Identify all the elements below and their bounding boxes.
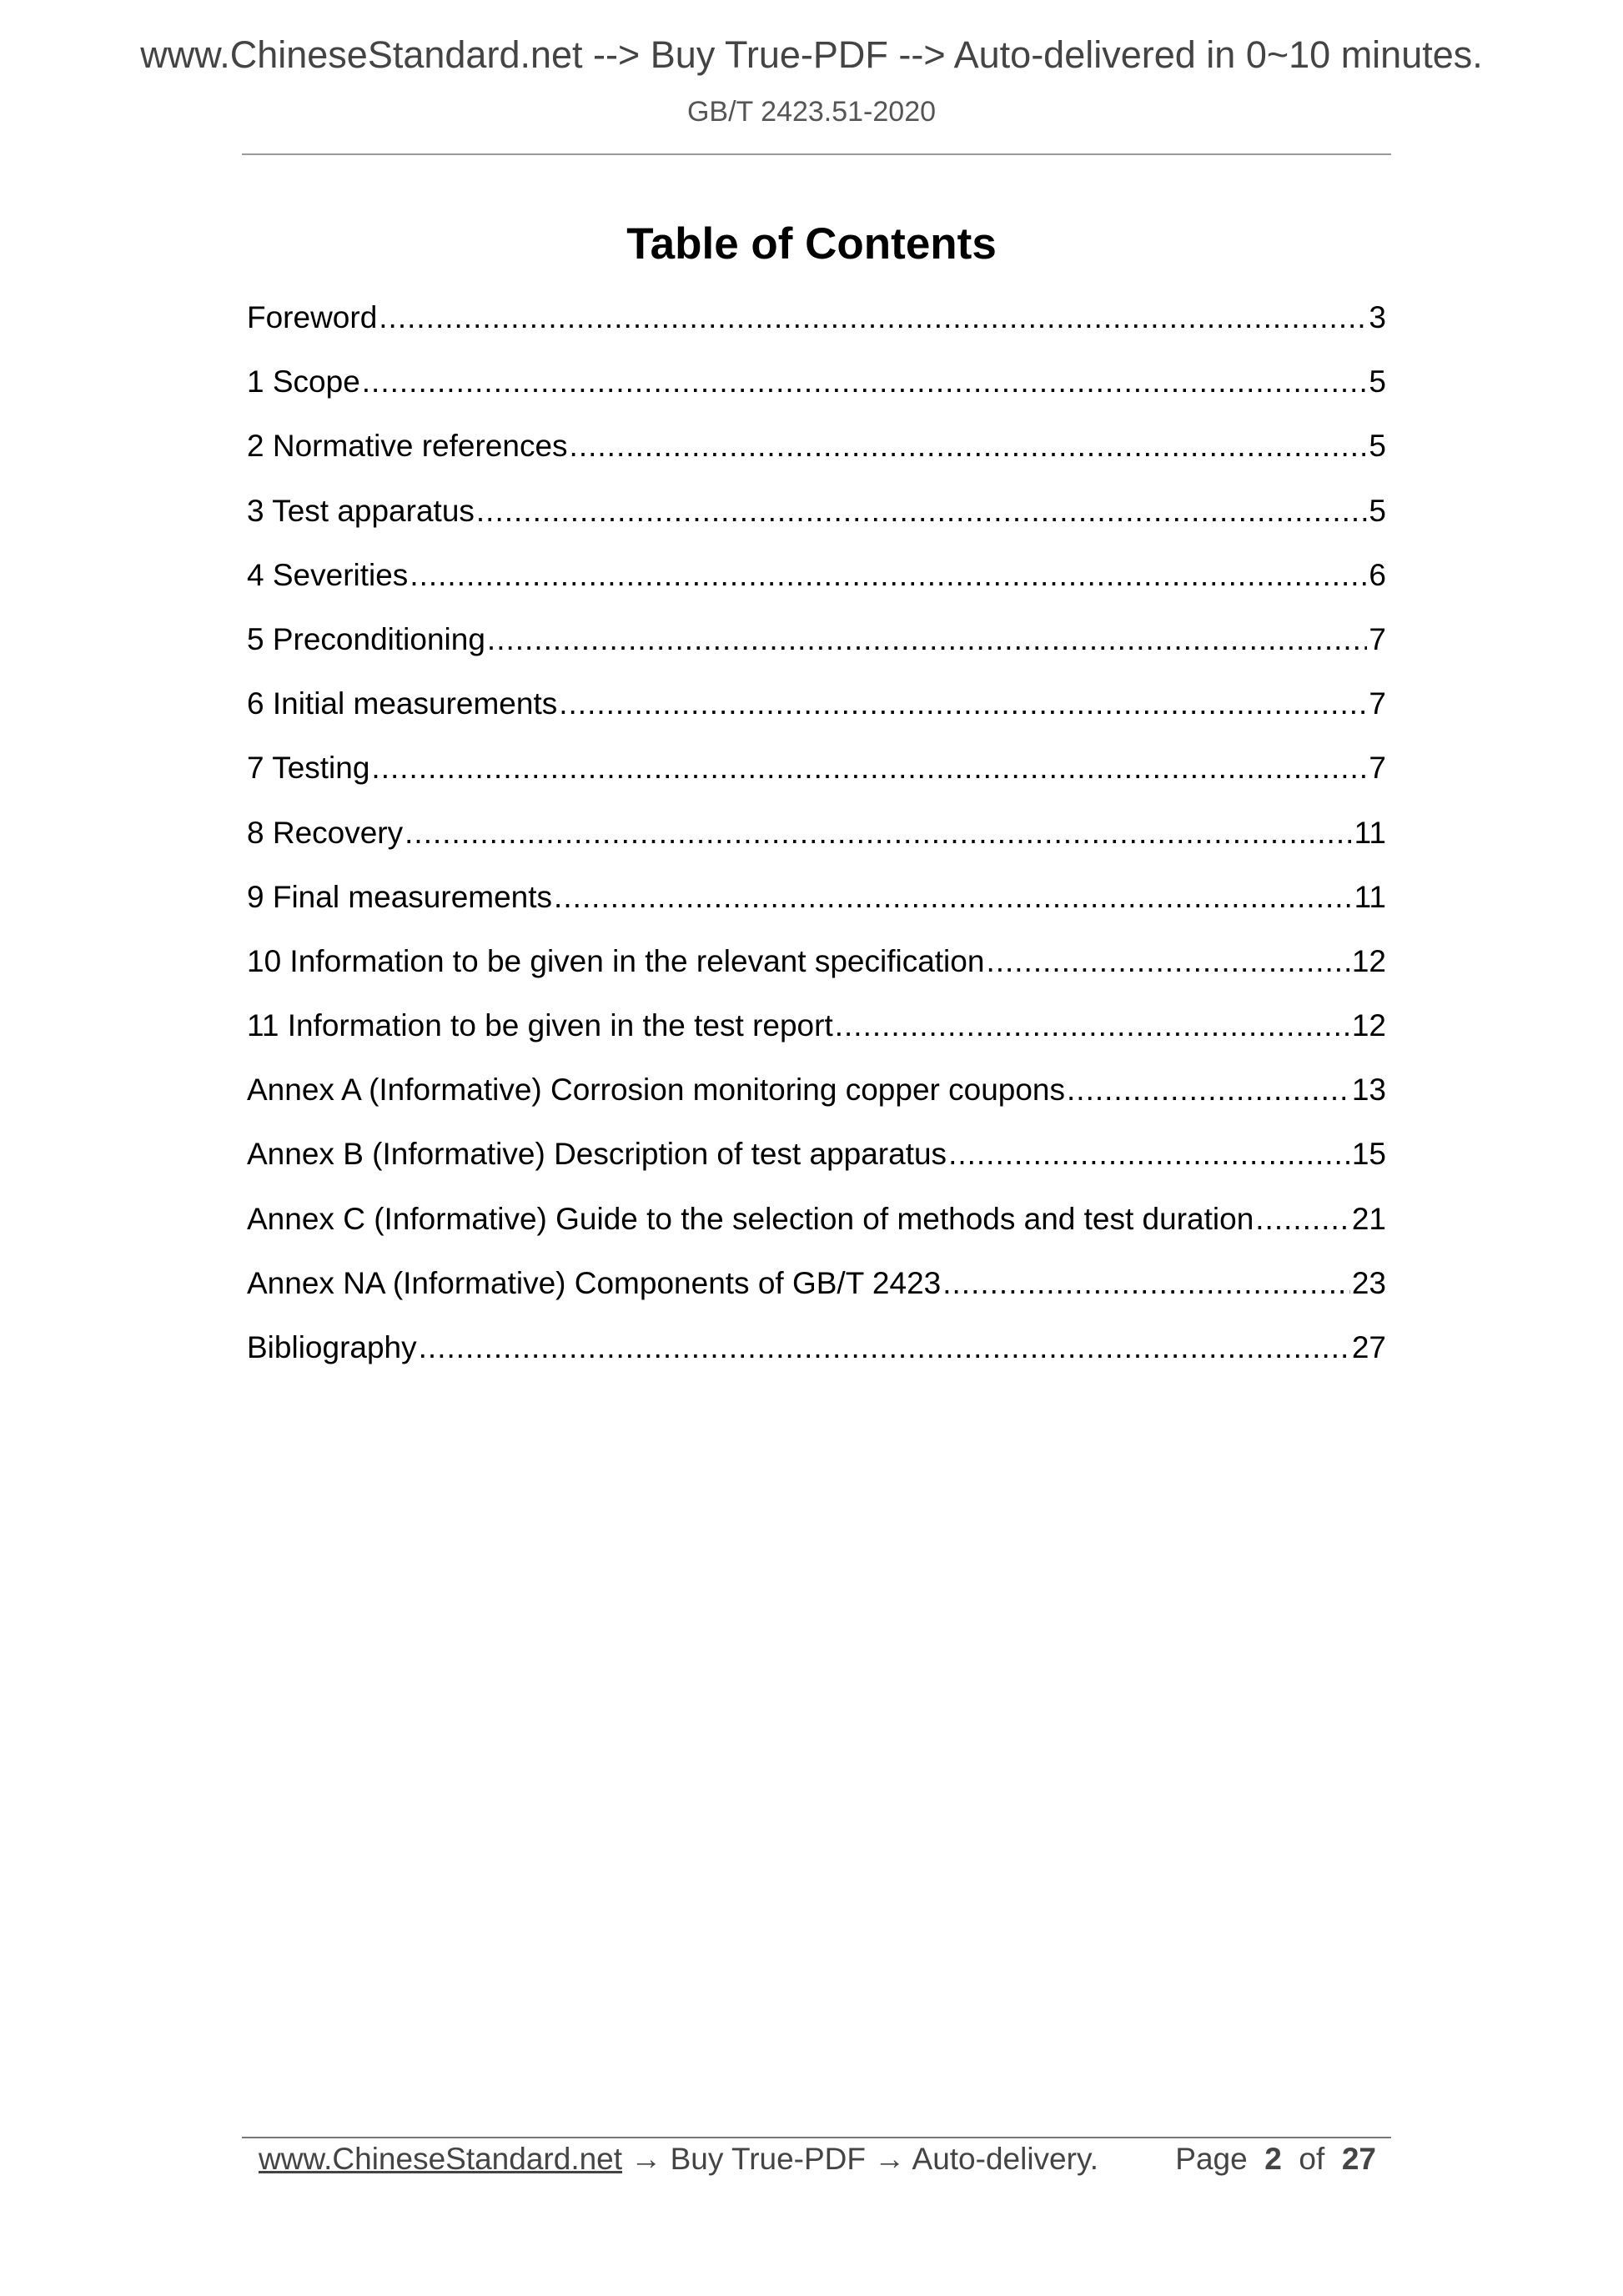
- table-of-contents: [247, 300, 1386, 1394]
- page-word: Page: [1175, 2142, 1248, 2176]
- toc-entry-label: 1 Scope: [247, 364, 360, 399]
- toc-entry[interactable]: [247, 364, 1386, 429]
- toc-entry-label: Annex NA (Informative) Components of GB/T 2423: [247, 1265, 942, 1300]
- current-page: 2: [1264, 2142, 1282, 2176]
- toc-entry-label: 10 Information to be given in the relevant specification: [247, 943, 985, 978]
- footer-link[interactable]: www.ChineseStandard.net: [259, 2142, 623, 2176]
- dot-leader: [1067, 1073, 1350, 1108]
- toc-entry-label: 11 Information to be given in the test report: [247, 1008, 833, 1043]
- toc-entry-page: 15: [1351, 1137, 1386, 1172]
- toc-entry[interactable]: [247, 751, 1386, 815]
- toc-entry-label: 8 Recovery: [247, 815, 404, 850]
- toc-entry[interactable]: [247, 816, 1386, 880]
- toc-entry-page: 7: [1369, 686, 1386, 721]
- toc-entry-page: 12: [1351, 1008, 1386, 1043]
- toc-entry-label: 4 Severities: [247, 557, 409, 592]
- dot-leader: [948, 1137, 1350, 1172]
- dot-leader: [487, 622, 1368, 657]
- page-indicator: [1175, 2142, 1376, 2177]
- of-word: of: [1299, 2142, 1325, 2176]
- dot-leader: [419, 1330, 1350, 1365]
- toc-entry[interactable]: [247, 880, 1386, 944]
- toc-entry[interactable]: [247, 558, 1386, 622]
- toc-entry-label: Annex C (Informative) Guide to the selection of methods and test duration: [247, 1201, 1254, 1236]
- header-divider: [242, 153, 1391, 155]
- toc-entry[interactable]: [247, 300, 1386, 364]
- dot-leader: [1255, 1202, 1350, 1237]
- dot-leader: [362, 364, 1368, 399]
- dot-leader: [835, 1008, 1350, 1043]
- standard-number: GB/T 2423.51-2020: [686, 96, 937, 128]
- toc-entry[interactable]: [247, 1073, 1386, 1137]
- toc-entry-page: 6: [1369, 557, 1386, 592]
- toc-entry-page: 13: [1351, 1073, 1386, 1108]
- toc-entry[interactable]: [247, 1202, 1386, 1266]
- toc-entry[interactable]: [247, 1008, 1386, 1073]
- toc-entry-page: 5: [1369, 493, 1386, 528]
- toc-entry-page: 3: [1369, 300, 1386, 334]
- page-title: Table of Contents: [626, 219, 997, 269]
- toc-entry-page: 23: [1351, 1265, 1386, 1300]
- toc-entry[interactable]: [247, 429, 1386, 493]
- toc-entry-page: 5: [1369, 429, 1386, 464]
- toc-entry-label: 3 Test apparatus: [247, 493, 475, 528]
- toc-entry[interactable]: [247, 1330, 1386, 1394]
- toc-entry-page: 27: [1351, 1330, 1386, 1364]
- toc-entry-page: 7: [1369, 621, 1386, 656]
- dot-leader: [986, 944, 1349, 979]
- toc-entry-page: 12: [1351, 943, 1386, 978]
- toc-entry[interactable]: [247, 622, 1386, 686]
- toc-entry[interactable]: [247, 944, 1386, 1008]
- toc-entry-label: 6 Initial measurements: [247, 686, 558, 721]
- total-pages: 27: [1341, 2142, 1376, 2176]
- toc-entry-page: 7: [1369, 751, 1386, 786]
- toc-entry-page: 11: [1354, 815, 1386, 850]
- dot-leader: [476, 494, 1368, 529]
- toc-entry-label: 5 Preconditioning: [247, 621, 485, 656]
- dot-leader: [404, 816, 1352, 851]
- dot-leader: [554, 880, 1353, 915]
- toc-entry-label: Foreword: [247, 300, 378, 334]
- toc-entry-page: 5: [1369, 364, 1386, 399]
- footer: [259, 2142, 1376, 2177]
- toc-entry-label: Bibliography: [247, 1330, 417, 1364]
- dot-leader: [371, 751, 1367, 786]
- toc-entry-label: Annex A (Informative) Corrosion monitoring copper coupons: [247, 1073, 1066, 1108]
- footer-divider: [242, 2137, 1391, 2138]
- toc-entry[interactable]: [247, 686, 1386, 751]
- toc-entry-label: 9 Final measurements: [247, 879, 553, 914]
- dot-leader: [570, 429, 1368, 464]
- toc-entry[interactable]: [247, 1266, 1386, 1330]
- toc-entry-page: 21: [1351, 1201, 1386, 1236]
- toc-entry-page: 11: [1354, 879, 1386, 914]
- toc-entry[interactable]: [247, 494, 1386, 558]
- dot-leader: [942, 1266, 1350, 1301]
- toc-entry[interactable]: [247, 1137, 1386, 1201]
- header-banner: www.ChineseStandard.net --> Buy True-PDF --> Auto-delivered in 0~10 minutes.: [140, 33, 1483, 76]
- toc-entry-label: 7 Testing: [247, 751, 370, 786]
- dot-leader: [379, 300, 1367, 335]
- toc-entry-label: 2 Normative references: [247, 429, 568, 464]
- dot-leader: [559, 686, 1367, 721]
- footer-text: → Buy True-PDF → Auto-delivery.: [622, 2142, 1098, 2176]
- toc-entry-label: Annex B (Informative) Description of test apparatus: [247, 1137, 947, 1172]
- dot-leader: [410, 558, 1367, 593]
